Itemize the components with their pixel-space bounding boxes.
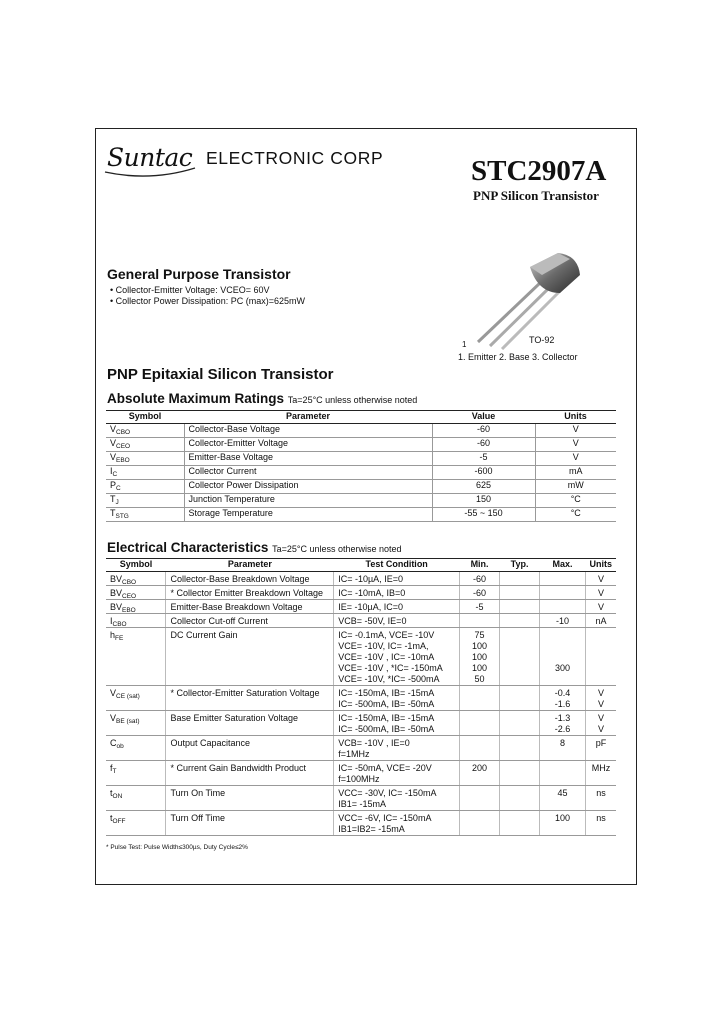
row-max-line: -1.3 [554, 713, 571, 723]
symbol-sub: EBO [122, 607, 136, 614]
row-min [460, 586, 500, 600]
abs-max-row [106, 508, 616, 522]
col-min: Min. [460, 559, 500, 572]
row-unit-line: pF [595, 738, 607, 748]
row-parameter: Collector Cut-off Current [166, 614, 334, 628]
row-typ-line [504, 738, 535, 749]
symbol-sub: OFF [112, 818, 126, 825]
row-value: -60 [432, 438, 535, 452]
row-unit: mA [535, 466, 616, 480]
symbol-main: t [110, 788, 113, 798]
row-min [460, 811, 500, 836]
row-max-line: 300 [554, 663, 571, 673]
row-parameter: Storage Temperature [184, 508, 432, 522]
row-typ-line [504, 713, 535, 724]
row-condition [334, 614, 460, 628]
row-symbol [106, 811, 166, 836]
elec-note: Ta=25°C unless otherwise noted [272, 544, 402, 554]
col-units: Units [586, 559, 617, 572]
symbol-sub: CBO [112, 621, 127, 628]
row-typ-line [504, 574, 535, 585]
row-value: -600 [432, 466, 535, 480]
row-condition [334, 628, 460, 686]
row-parameter: Emitter-Base Breakdown Voltage [166, 600, 334, 614]
row-unit [586, 600, 617, 614]
symbol-main: f [110, 763, 113, 773]
part-number: STC2907A [471, 155, 607, 187]
row-typ [500, 711, 540, 736]
intro-title: General Purpose Transistor [107, 266, 291, 282]
bullet-vceo: • Collector-Emitter Voltage: VCEO= 60V [110, 285, 270, 295]
symbol-sub: STG [115, 513, 129, 520]
symbol-main: C [110, 738, 117, 748]
abs-max-row [106, 480, 616, 494]
row-typ-line [504, 616, 535, 627]
abs-max-row [106, 438, 616, 452]
row-typ [500, 736, 540, 761]
row-min-line: 200 [472, 763, 488, 773]
row-condition-line: IC= -50mA, VCE= -20V [338, 763, 432, 773]
row-symbol [106, 586, 166, 600]
symbol-sub: CEO [116, 443, 131, 450]
row-symbol [106, 736, 166, 761]
symbol-main: h [110, 630, 116, 640]
row-typ-line [504, 788, 535, 799]
row-max-line [544, 588, 581, 599]
row-condition-line: IB1= -15mA [338, 799, 387, 809]
elec-row [106, 711, 616, 736]
row-max [540, 811, 586, 836]
row-condition-line: VCE= -10V, IC= -1mA, [338, 641, 429, 651]
row-unit-line: MHz [591, 763, 611, 773]
col-symbol: Symbol [106, 411, 184, 424]
row-condition-line: VCB= -50V, IE=0 [338, 616, 407, 626]
row-condition [334, 811, 460, 836]
row-typ-line [504, 588, 535, 599]
row-min-line: 100 [472, 641, 488, 651]
row-symbol [106, 786, 166, 811]
row-max [540, 711, 586, 736]
company-logo: Suntac [107, 143, 193, 172]
row-condition-line: VCC= -30V, IC= -150mA [338, 788, 437, 798]
row-typ [500, 628, 540, 686]
symbol-main: BV [110, 574, 123, 584]
symbol-sub: C [112, 471, 118, 478]
row-unit-line [590, 630, 612, 641]
row-symbol [106, 508, 184, 522]
row-typ [500, 614, 540, 628]
elec-row [106, 811, 616, 836]
row-symbol [106, 686, 166, 711]
col-parameter: Parameter [166, 559, 334, 572]
row-unit [586, 614, 617, 628]
abs-max-row [106, 494, 616, 508]
row-max [540, 686, 586, 711]
row-condition-line: IC= -500mA, IB= -50mA [338, 699, 435, 709]
elec-table [106, 558, 616, 836]
row-symbol [106, 424, 184, 438]
symbol-sub: BE (sat) [116, 718, 140, 725]
row-unit-line: ns [596, 813, 606, 823]
symbol-sub: FE [115, 635, 124, 642]
col-condition: Test Condition [334, 559, 460, 572]
row-max-line: -2.6 [554, 724, 571, 734]
row-unit-line: V [597, 699, 604, 709]
part-subtitle: PNP Silicon Transistor [473, 188, 599, 203]
symbol-main: t [110, 813, 113, 823]
row-condition-line: IC= -0.1mA, VCE= -10V [338, 630, 435, 640]
row-parameter: Turn Off Time [166, 811, 334, 836]
row-unit [586, 628, 617, 686]
row-typ-line [504, 813, 535, 824]
row-max [540, 628, 586, 686]
row-condition [334, 600, 460, 614]
row-parameter: * Collector-Emitter Saturation Voltage [166, 686, 334, 711]
abs-max-note: Ta=25°C unless otherwise noted [287, 395, 418, 405]
package-name: TO-92 [529, 335, 555, 345]
row-unit-line: V [597, 602, 604, 612]
row-unit [586, 711, 617, 736]
row-max-line [544, 574, 581, 585]
symbol-sub: J [115, 499, 119, 506]
row-value: 150 [432, 494, 535, 508]
row-parameter: Collector Power Dissipation [184, 480, 432, 494]
row-unit-line: V [597, 688, 604, 698]
row-symbol [106, 494, 184, 508]
symbol-main: V [110, 438, 117, 448]
row-symbol [106, 761, 166, 786]
row-condition-line: IC= -10µA, IE=0 [338, 574, 403, 584]
row-min-line [464, 616, 495, 627]
elec-row [106, 572, 616, 586]
row-max-line [544, 630, 581, 641]
row-max [540, 572, 586, 586]
row-unit: mW [535, 480, 616, 494]
row-unit-line: V [597, 713, 604, 723]
symbol-sub: CEO [122, 593, 137, 600]
row-unit-line: V [597, 588, 604, 598]
row-min-line [464, 688, 495, 699]
row-condition-line: VCB= -10V , IE=0 [338, 738, 410, 748]
bullet-pc: • Collector Power Dissipation: PC (max)=625mW [110, 296, 305, 306]
row-typ [500, 761, 540, 786]
row-condition [334, 761, 460, 786]
row-min [460, 761, 500, 786]
row-unit: °C [535, 508, 616, 522]
pin-legend: 1. Emitter 2. Base 3. Collector [458, 352, 578, 362]
row-max [540, 586, 586, 600]
row-typ-line [504, 763, 535, 774]
row-min-line [464, 788, 495, 799]
row-min-line: 100 [472, 652, 488, 662]
row-min-line: -60 [473, 588, 487, 598]
symbol-sub: CE (sat) [116, 693, 140, 700]
row-condition [334, 786, 460, 811]
row-max-line: 8 [560, 738, 566, 748]
row-parameter: Junction Temperature [184, 494, 432, 508]
row-unit-line: V [597, 574, 604, 584]
elec-row [106, 628, 616, 686]
row-condition-line: IC= -500mA, IB= -50mA [338, 724, 435, 734]
elec-row [106, 736, 616, 761]
row-condition [334, 736, 460, 761]
row-typ-line [504, 688, 535, 699]
row-value: 625 [432, 480, 535, 494]
row-min-line [464, 713, 495, 724]
row-unit [586, 572, 617, 586]
row-min-line: -60 [473, 574, 487, 584]
intro-bullets [110, 285, 305, 307]
row-min [460, 686, 500, 711]
row-symbol [106, 452, 184, 466]
symbol-sub: CBO [116, 429, 131, 436]
row-min-line: 100 [472, 663, 488, 673]
row-max-line [544, 641, 581, 652]
row-condition-line: f=100MHz [338, 774, 380, 784]
row-max [540, 786, 586, 811]
symbol-main: T [110, 508, 116, 518]
row-unit: V [535, 452, 616, 466]
section-title: PNP Epitaxial Silicon Transistor [107, 366, 334, 383]
row-unit-line: V [597, 724, 604, 734]
symbol-sub: CBO [122, 579, 137, 586]
abs-max-row [106, 466, 616, 480]
row-parameter: Turn On Time [166, 786, 334, 811]
row-parameter: Collector-Emitter Voltage [184, 438, 432, 452]
row-value: -5 [432, 452, 535, 466]
row-max-line: 45 [557, 788, 568, 798]
symbol-sub: EBO [116, 457, 130, 464]
footnote: * Pulse Test: Pulse Width≤300µs, Duty Cycle≤2% [106, 844, 248, 851]
row-condition [334, 711, 460, 736]
to92-package-icon [460, 245, 590, 350]
row-min [460, 572, 500, 586]
row-max-line: -0.4 [554, 688, 571, 698]
row-value: -60 [432, 424, 535, 438]
row-unit [586, 736, 617, 761]
row-unit: °C [535, 494, 616, 508]
row-typ-line [504, 602, 535, 613]
row-condition-line: VCC= -6V, IC= -150mA [338, 813, 432, 823]
elec-title: Electrical Characteristics Ta=25°C unless otherwise noted [107, 540, 402, 555]
abs-max-row [106, 424, 616, 438]
row-value: -55 ~ 150 [432, 508, 535, 522]
row-condition-line: VCE= -10V, *IC= -500mA [338, 674, 440, 684]
row-symbol [106, 614, 166, 628]
row-typ [500, 572, 540, 586]
row-parameter: Collector-Base Voltage [184, 424, 432, 438]
row-max-line [544, 602, 581, 613]
symbol-main: V [110, 713, 117, 723]
elec-row [106, 761, 616, 786]
elec-row [106, 686, 616, 711]
row-condition-line: IC= -10mA, IB=0 [338, 588, 406, 598]
elec-row [106, 586, 616, 600]
row-min [460, 628, 500, 686]
row-parameter: Output Capacitance [166, 736, 334, 761]
elec-row [106, 786, 616, 811]
col-parameter: Parameter [184, 411, 432, 424]
row-unit: V [535, 438, 616, 452]
row-max-line [544, 674, 581, 685]
row-parameter: Emitter-Base Voltage [184, 452, 432, 466]
row-symbol [106, 438, 184, 452]
row-typ [500, 586, 540, 600]
col-value: Value [432, 411, 535, 424]
elec-row [106, 600, 616, 614]
symbol-sub: ON [112, 793, 123, 800]
company-name: ELECTRONIC CORP [206, 148, 384, 168]
col-typ: Typ. [500, 559, 540, 572]
row-min-line: -5 [475, 602, 484, 612]
row-symbol [106, 466, 184, 480]
row-unit: V [535, 424, 616, 438]
symbol-main: T [110, 494, 116, 504]
row-typ [500, 600, 540, 614]
symbol-sub: T [112, 768, 117, 775]
row-typ [500, 811, 540, 836]
col-units: Units [535, 411, 616, 424]
symbol-sub: ob [116, 743, 124, 750]
symbol-main: BV [110, 602, 123, 612]
row-max [540, 600, 586, 614]
row-condition-line: IE= -10µA, IC=0 [338, 602, 403, 612]
symbol-main: P [110, 480, 117, 490]
symbol-main: V [110, 452, 117, 462]
row-condition-line: f=1MHz [338, 749, 370, 759]
row-condition-line: IC= -150mA, IB= -15mA [338, 713, 435, 723]
row-typ [500, 786, 540, 811]
row-max [540, 761, 586, 786]
row-condition-line: IC= -150mA, IB= -15mA [338, 688, 435, 698]
row-condition-line: VCE= -10V , *IC= -150mA [338, 663, 443, 673]
row-unit [586, 586, 617, 600]
abs-max-table [106, 410, 616, 522]
row-symbol [106, 628, 166, 686]
symbol-main: V [110, 424, 117, 434]
elec-row [106, 614, 616, 628]
symbol-main: BV [110, 588, 123, 598]
row-typ-line [504, 630, 535, 641]
row-min [460, 614, 500, 628]
row-min [460, 786, 500, 811]
row-unit [586, 811, 617, 836]
row-max-line [544, 652, 581, 663]
row-max [540, 614, 586, 628]
symbol-main: V [110, 688, 117, 698]
row-symbol [106, 572, 166, 586]
row-symbol [106, 711, 166, 736]
row-max [540, 736, 586, 761]
abs-max-row [106, 452, 616, 466]
row-parameter: DC Current Gain [166, 628, 334, 686]
row-condition-line: IB1=IB2= -15mA [338, 824, 405, 834]
row-min [460, 600, 500, 614]
row-max-line: -10 [556, 616, 570, 626]
row-unit [586, 761, 617, 786]
row-unit-line: ns [596, 788, 606, 798]
row-symbol [106, 480, 184, 494]
row-condition [334, 586, 460, 600]
row-parameter: * Current Gain Bandwidth Product [166, 761, 334, 786]
row-parameter: * Collector Emitter Breakdown Voltage [166, 586, 334, 600]
row-parameter: Collector-Base Breakdown Voltage [166, 572, 334, 586]
row-min [460, 736, 500, 761]
row-parameter: Collector Current [184, 466, 432, 480]
row-typ [500, 686, 540, 711]
row-max-line: 100 [554, 813, 571, 823]
row-symbol [106, 600, 166, 614]
row-min-line: 50 [474, 674, 485, 684]
row-max-line [544, 763, 581, 774]
row-unit [586, 686, 617, 711]
row-parameter: Base Emitter Saturation Voltage [166, 711, 334, 736]
row-condition [334, 686, 460, 711]
abs-max-title: Absolute Maximum Ratings Ta=25°C unless otherwise noted [107, 391, 418, 406]
row-unit-line: nA [595, 616, 607, 626]
row-min-line [464, 738, 495, 749]
row-min-line: 75 [474, 630, 485, 640]
pin-one-label: 1 [462, 340, 467, 349]
row-min-line [464, 813, 495, 824]
row-condition [334, 572, 460, 586]
row-condition-line: VCE= -10V , IC= -10mA [338, 652, 435, 662]
col-symbol: Symbol [106, 559, 166, 572]
symbol-main: I [110, 616, 113, 626]
col-max: Max. [540, 559, 586, 572]
row-unit [586, 786, 617, 811]
symbol-main: I [110, 466, 113, 476]
row-min [460, 711, 500, 736]
row-max-line: -1.6 [554, 699, 571, 709]
symbol-sub: C [116, 485, 121, 492]
